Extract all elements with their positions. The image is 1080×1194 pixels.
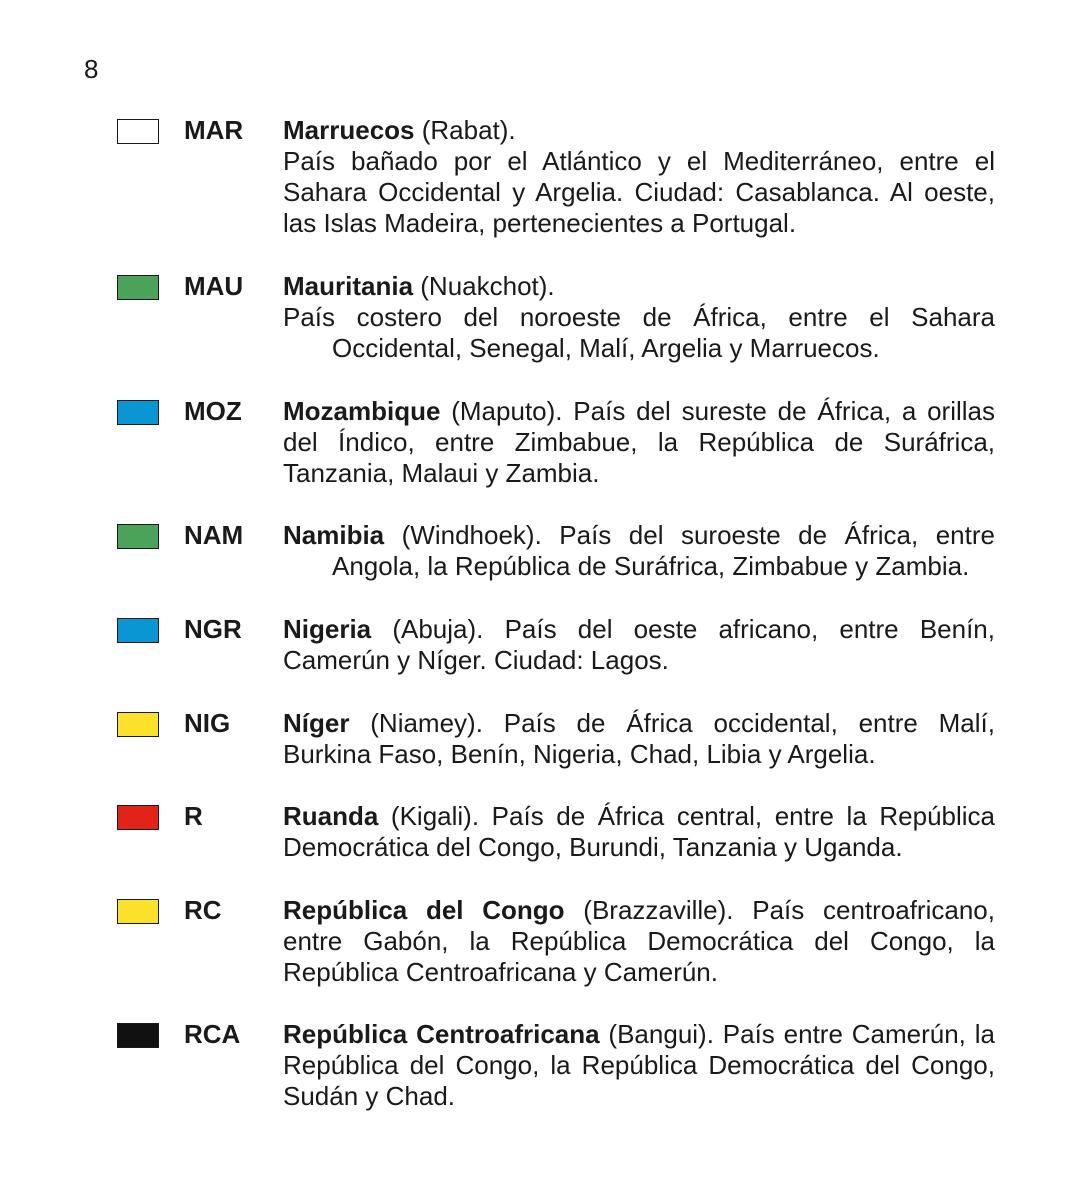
country-name: Namibia bbox=[283, 520, 385, 550]
country-capital: (Bangui). bbox=[599, 1019, 714, 1049]
color-swatch bbox=[117, 119, 159, 144]
country-capital: (Maputo). bbox=[440, 396, 563, 426]
country-capital: (Kigali). bbox=[378, 801, 480, 831]
country-description bbox=[283, 708, 995, 770]
country-description bbox=[283, 520, 995, 582]
country-capital: (Abuja). bbox=[371, 614, 484, 644]
country-code: NAM bbox=[184, 520, 244, 550]
country-code: NIG bbox=[184, 708, 231, 738]
country-name: Mauritania bbox=[283, 271, 414, 301]
color-swatch bbox=[117, 275, 159, 300]
country-name: Níger bbox=[283, 708, 350, 738]
country-code: RCA bbox=[184, 1019, 241, 1049]
country-text-line1 bbox=[283, 520, 995, 551]
country-capital: (Windhoek). bbox=[384, 520, 542, 550]
country-text: País bañado por el Atlántico y el Mediterráneo, entre el Sahara Occidental y Argelia. Ciudad: Casablanca. Al oeste, las Islas Madeira, pertenecientes a Portugal. bbox=[283, 146, 995, 238]
country-description bbox=[283, 801, 995, 863]
country-code: MAR bbox=[184, 115, 244, 145]
color-swatch bbox=[117, 899, 159, 924]
country-name: Ruanda bbox=[283, 801, 379, 831]
country-code: MAU bbox=[184, 271, 244, 301]
country-name: República Centroafricana bbox=[283, 1019, 600, 1049]
country-capital: (Niamey). bbox=[349, 708, 483, 738]
country-text: País del suroeste de África, entre bbox=[541, 520, 995, 550]
country-text: País del oeste africano, entre Benín, Camerún y Níger. Ciudad: Lagos. bbox=[283, 614, 995, 675]
color-swatch bbox=[117, 524, 159, 549]
country-description bbox=[283, 396, 995, 489]
country-code: R bbox=[184, 801, 203, 831]
country-description bbox=[283, 614, 995, 676]
country-code: RC bbox=[184, 895, 222, 925]
color-swatch bbox=[117, 400, 159, 425]
country-name: Nigeria bbox=[283, 614, 372, 644]
country-code: MOZ bbox=[184, 396, 242, 426]
country-description bbox=[283, 271, 995, 364]
country-code: NGR bbox=[184, 614, 242, 644]
country-name: Marruecos bbox=[283, 115, 415, 145]
color-swatch bbox=[117, 618, 159, 643]
country-capital: (Brazzaville). bbox=[564, 895, 734, 925]
country-description bbox=[283, 1019, 995, 1112]
country-text: País centroafricano, entre Gabón, la República Democrática del Congo, la República Centroafricana y Camerún. bbox=[283, 895, 995, 987]
country-text: País entre Camerún, la República del Congo, la República Democrática del Congo, Sudán y Chad. bbox=[283, 1019, 995, 1111]
country-text: País de África central, entre la República Democrática del Congo, Burundi, Tanzania y Uganda. bbox=[283, 801, 996, 862]
country-description bbox=[283, 115, 995, 239]
country-text-line2: Occidental, Senegal, Malí, Argelia y Marruecos. bbox=[332, 333, 880, 363]
country-description bbox=[283, 895, 995, 988]
country-name: Mozambique bbox=[283, 396, 441, 426]
country-capital: (Rabat). bbox=[414, 115, 516, 145]
color-swatch bbox=[117, 805, 159, 830]
color-swatch bbox=[117, 1023, 159, 1048]
country-text-line1: País costero del noroeste de África, entre el Sahara bbox=[283, 302, 995, 332]
country-name: República del Congo bbox=[283, 895, 565, 925]
color-swatch bbox=[117, 712, 159, 737]
country-text: País del sureste de África, a orillas del Índico, entre Zimbabue, la República de Suráfrica, Tanzania, Malaui y Zambia. bbox=[283, 396, 995, 488]
page-number: 8 bbox=[84, 54, 99, 84]
country-text-line2: Angola, la República de Suráfrica, Zimbabue y Zambia. bbox=[332, 551, 970, 581]
country-capital: (Nuakchot). bbox=[413, 271, 555, 301]
country-text: País de África occidental, entre Malí, Burkina Faso, Benín, Nigeria, Chad, Libia y Argelia. bbox=[283, 708, 995, 769]
